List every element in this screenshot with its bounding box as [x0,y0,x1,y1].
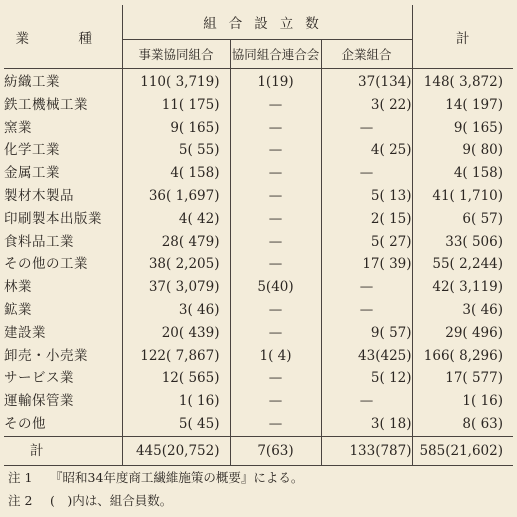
note-2 [8,489,303,512]
jigyo-cell: 122( 7,867) [122,345,230,368]
jigyo-cell: 4( 158) [122,162,230,185]
kigyo-cell: 5( 12) [370,370,412,387]
kigyo-cell: 17( 39) [362,256,412,273]
industry-cell: 卸売・小売業 [4,345,122,368]
kigyo-cell: 3( 18) [370,415,412,432]
total-cell: 33( 506) [412,231,513,254]
table-row [4,253,513,276]
table-row [4,345,513,368]
industry-cell: 建設業 [4,322,122,345]
kigyo-cell: 2( 15) [370,210,412,227]
rengokai-cell: — [230,322,321,345]
industry-cell: 窯業 [4,117,122,140]
industry-cell: 鉄工機械工業 [4,94,122,117]
rengokai-cell: — [230,390,321,413]
table-row [4,139,513,162]
header-sub-kigyo: 企業組合 [341,47,392,62]
jigyo-cell: 5( 45) [122,413,230,436]
rengokai-cell: — [230,94,321,117]
header-sub-rengokai: 協同組合連合会 [230,40,321,69]
industry-cell: 製材木製品 [4,185,122,208]
table-row [4,185,513,208]
total-cell: 6( 57) [412,208,513,231]
industry-cell: 林業 [4,276,122,299]
total-cell: 41( 1,710) [412,185,513,208]
table-row [4,117,513,140]
rengokai-cell: 1(19) [230,69,321,94]
jigyo-cell: 20( 439) [122,322,230,345]
rengokai-cell: — [230,162,321,185]
jigyo-cell: 9( 165) [122,117,230,140]
note-1-label: 注 1 [8,470,33,485]
total-cell: 17( 577) [412,367,513,390]
kigyo-cell: — [359,119,374,136]
industry-cell: 紡織工業 [4,69,122,94]
industry-cell: 運輸保管業 [4,390,122,413]
kigyo-cell: 37(134) [358,74,412,90]
rengokai-cell: — [230,139,321,162]
kigyo-cell: — [359,393,374,410]
total-rengokai-cell: 7(63) [230,436,321,465]
total-cell: 1( 16) [412,390,513,413]
rengokai-cell: — [230,185,321,208]
kigyo-cell: 5( 27) [370,233,412,250]
kigyo-cell: — [359,279,374,296]
rengokai-cell: 5(40) [230,276,321,299]
table-row [4,69,513,94]
kigyo-cell: 4( 25) [370,142,412,159]
rengokai-cell: — [230,413,321,436]
table-row [4,162,513,185]
table-row [4,208,513,231]
note-1 [8,466,303,489]
industry-cell: サービス業 [4,367,122,390]
table-row [4,276,513,299]
table-row [4,390,513,413]
table-row [4,413,513,436]
kigyo-cell: — [359,301,374,318]
rengokai-cell: — [230,231,321,254]
total-cell: 9( 165) [412,117,513,140]
industry-cell: 食料品工業 [4,231,122,254]
jigyo-cell: 12( 565) [122,367,230,390]
jigyo-cell: 11( 175) [122,94,230,117]
rengokai-cell: — [230,208,321,231]
total-cell: 9( 80) [412,139,513,162]
kigyo-cell: 5( 13) [370,187,412,204]
industry-cell: 鉱業 [4,299,122,322]
industry-cell: 化学工業 [4,139,122,162]
industry-cell: その他の工業 [4,253,122,276]
notes [8,466,303,512]
total-jigyo-cell: 445(20,752) [122,436,230,465]
table-row [4,231,513,254]
industry-cell: 印刷製本出版業 [4,208,122,231]
table-row [4,322,513,345]
header-sub-jigyo: 事業協同組合 [122,40,230,69]
total-cell: 3( 46) [412,299,513,322]
total-cell: 8( 63) [412,413,513,436]
total-label-cell: 計 [4,436,122,465]
industry-cell: 金属工業 [4,162,122,185]
note-2-text: ( )内は、組合員数。 [50,493,173,508]
note-2-label: 注 2 [8,493,33,508]
kigyo-cell: — [359,165,374,182]
rengokai-cell: — [230,299,321,322]
header-industry: 業 種 [4,5,122,69]
jigyo-cell: 110( 3,719) [122,69,230,94]
rengokai-cell: — [230,367,321,390]
kigyo-cell: 3( 22) [370,96,412,113]
header-total: 計 [412,5,513,69]
jigyo-cell: 4( 42) [122,208,230,231]
total-row [4,436,513,465]
note-1-text: 『昭和34年度商工繊維施策の概要』による。 [50,470,304,485]
total-kigyo-cell: 133(787) [321,436,412,465]
jigyo-cell: 3( 46) [122,299,230,322]
total-cell: 166( 8,296) [412,345,513,368]
jigyo-cell: 38( 2,205) [122,253,230,276]
table-body [4,69,513,466]
rengokai-cell: — [230,253,321,276]
header-group: 組合設立数 [122,5,412,40]
total-cell: 29( 496) [412,322,513,345]
jigyo-cell: 37( 3,079) [122,276,230,299]
rengokai-cell: 1( 4) [230,345,321,368]
kigyo-cell: 43(425) [358,347,412,364]
total-cell: 42( 3,119) [412,276,513,299]
table-row [4,94,513,117]
jigyo-cell: 1( 16) [122,390,230,413]
total-cell: 14( 197) [412,94,513,117]
table-row [4,299,513,322]
total-cell: 148( 3,872) [412,69,513,94]
jigyo-cell: 36( 1,697) [122,185,230,208]
grand-total-cell: 585(21,602) [412,436,513,465]
total-cell: 55( 2,244) [412,253,513,276]
cooperative-table [4,5,513,466]
rengokai-cell: — [230,117,321,140]
table-row [4,367,513,390]
jigyo-cell: 5( 55) [122,139,230,162]
total-cell: 4( 158) [412,162,513,185]
jigyo-cell: 28( 479) [122,231,230,254]
kigyo-cell: 9( 57) [370,324,412,341]
industry-cell: その他 [4,413,122,436]
